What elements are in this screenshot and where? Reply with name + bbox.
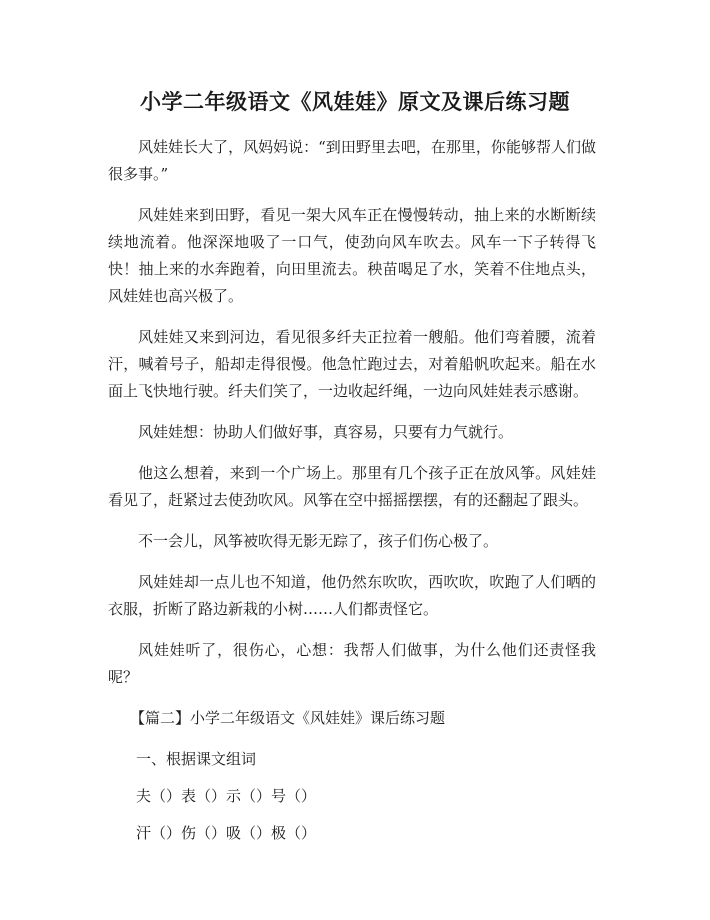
- section-heading: 【篇二】小学二年级语文《风娃娃》课后练习题: [130, 709, 446, 727]
- document-body: [108, 134, 596, 857]
- paragraph-3: 风娃娃又来到河边，看见很多纤夫正拉着一艘船。他们弯着腰，流着汗，喊着号子，船却走得很慢。他急忙跑过去，对着船帆吹起来。船在水面上飞快地行驶。纤夫们笑了，一边收起纤绳，一边向风娃娃表示感谢。: [108, 328, 596, 400]
- exercise-title: 一、根据课文组词: [136, 750, 257, 768]
- paragraph-8: 风娃娃听了，很伤心，心想：我帮人们做事，为什么他们还责怪我呢？: [108, 641, 596, 686]
- paragraph-7: 风娃娃却一点儿也不知道，他仍然东吹吹，西吹吹，吹跑了人们晒的衣服，折断了路边新栽的小树……人们都责怪它。: [108, 573, 596, 618]
- paragraph-2: 风娃娃来到田野，看见一架大风车正在慢慢转动，抽上来的水断断续续地流着。他深深地吸了一口气，使劲向风车吹去。风车一下子转得飞快！抽上来的水奔跑着，向田里流去。秧苗喝足了水，笑着不住地点头，风娃娃也高兴极了。: [108, 206, 596, 305]
- paragraph-4: 风娃娃想：协助人们做好事，真容易，只要有力气就行。: [138, 423, 514, 441]
- paragraph-1: 风娃娃长大了，风妈妈说：“到田野里去吧，在那里，你能够帮人们做很多事。”: [108, 138, 596, 183]
- document-title: 小学二年级语文《风娃娃》原文及课后练习题: [140, 90, 570, 114]
- paragraph-6: 不一会儿，风筝被吹得无影无踪了，孩子们伤心极了。: [138, 532, 499, 550]
- paragraph-5: 他这么想着，来到一个广场上。那里有几个孩子正在放风筝。风娃娃看见了，赶紧过去使劲吹风。风筝在空中摇摇摆摆，有的还翻起了跟头。: [108, 464, 596, 509]
- exercise-line-1: 夫（）表（）示（）号（）: [136, 787, 317, 805]
- exercise-line-2: 汗（）伤（）吸（）极（）: [136, 824, 317, 842]
